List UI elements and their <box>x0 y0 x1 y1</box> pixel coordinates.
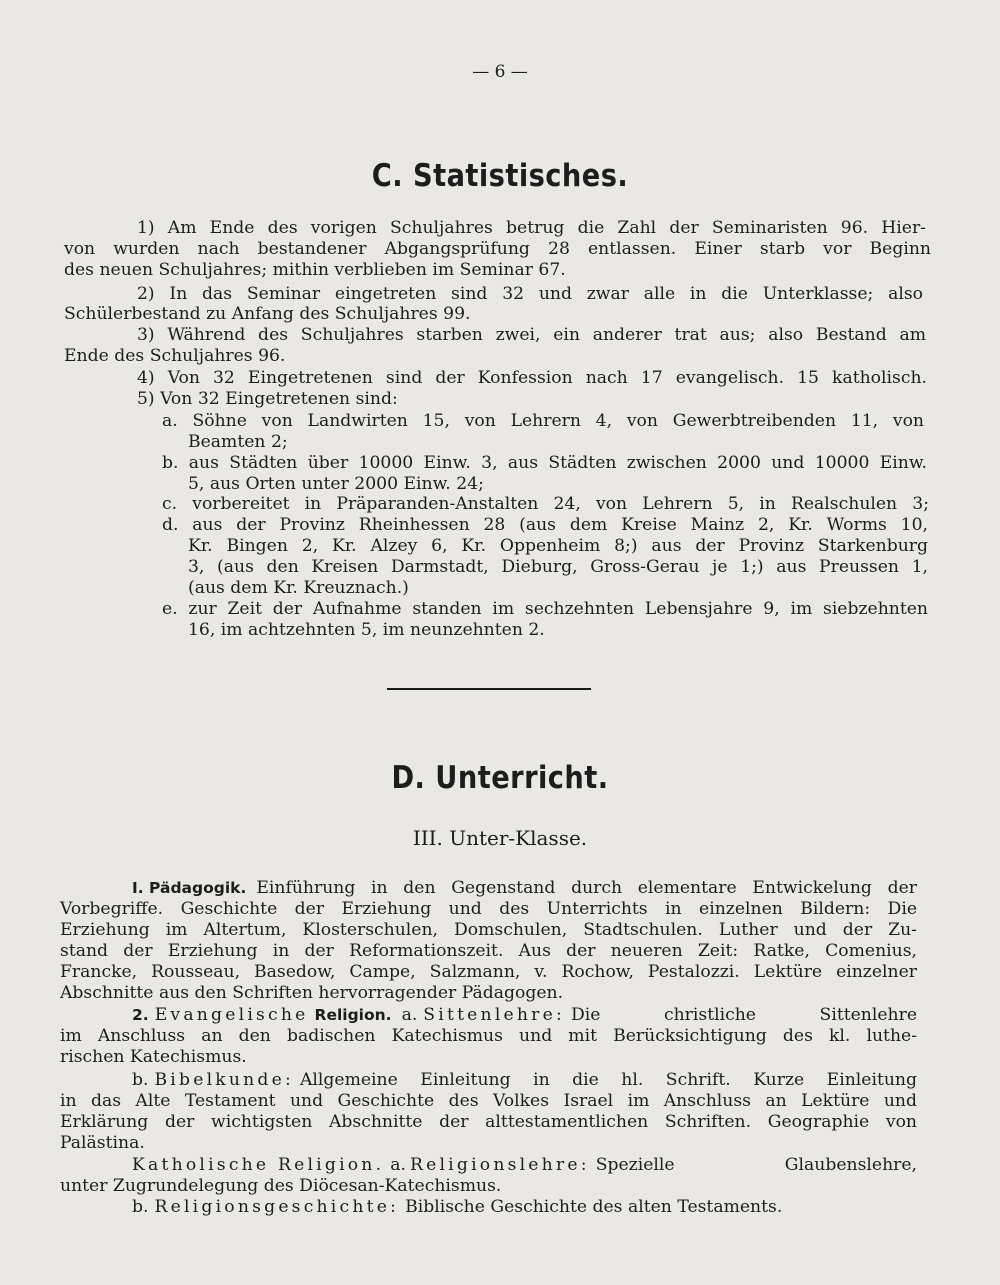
text-line: Erziehung im Altertum, Klosterschulen, Domschulen, Stadtschulen. Luther und der Zu- <box>60 920 917 940</box>
text-line: Erklärung der wichtigsten Abschnitte der alttestamentlichen Schriften. Geographie von <box>60 1112 917 1132</box>
text-line: 5) Von 32 Eingetretenen sind: <box>137 389 398 409</box>
subject-label: I. Pädagogik. <box>132 879 247 897</box>
text-line: Vorbegriffe. Geschichte der Erziehung und des Unterrichts in einzelnen Bildern: Die <box>60 899 917 919</box>
spaced-word: Religionsgeschichte: <box>154 1197 400 1217</box>
text-line <box>132 1155 917 1175</box>
spaced-word: Bibelkunde: <box>154 1070 294 1090</box>
text-line: 3, (aus den Kreisen Darmstadt, Dieburg, Gross-Gerau je 1;) aus Preussen 1, <box>188 557 928 577</box>
text-line <box>132 1070 917 1090</box>
text-line: Francke, Rousseau, Basedow, Campe, Salzmann, v. Rochow, Pestalozzi. Lektüre einzelner <box>60 962 917 982</box>
text-line: b. aus Städten über 10000 Einw. 3, aus Städten zwischen 2000 und 10000 Einw. <box>162 453 927 473</box>
class-subheading: III. Unter-Klasse. <box>412 826 588 850</box>
text-line: 1) Am Ende des vorigen Schuljahres betrug die Zahl der Seminaristen 96. Hier- <box>137 218 926 238</box>
subject-label: Religion. <box>314 1006 392 1024</box>
text-line: Ende des Schuljahres 96. <box>64 346 286 366</box>
spaced-word: Religionslehre: <box>409 1155 590 1175</box>
line-text: Spezielle Glaubenslehre, <box>595 1155 917 1175</box>
section-d-heading: D. Unterricht. <box>391 760 609 796</box>
text-line: 2) In das Seminar eingetreten sind 32 und zwar alle in die Unterklasse; also <box>137 284 923 304</box>
item-number: 2. <box>132 1006 149 1024</box>
spaced-word: Evangelische <box>154 1005 309 1025</box>
text-line: e. zur Zeit der Aufnahme standen im sechzehnten Lebensjahre 9, im siebzehnten <box>162 599 928 619</box>
line-text: Biblische Geschichte des alten Testaments. <box>405 1197 783 1217</box>
text-line <box>132 1005 917 1025</box>
spaced-word: Sittenlehre: <box>423 1005 565 1025</box>
section-c-heading: C. Statistisches. <box>371 158 629 194</box>
section-divider <box>387 688 591 690</box>
text-line <box>132 878 917 898</box>
item-marker: b. <box>132 1197 149 1217</box>
text-line: des neuen Schuljahres; mithin verblieben im Seminar 67. <box>64 260 566 280</box>
text-line: Palästina. <box>60 1133 145 1153</box>
text-line <box>132 1197 782 1217</box>
text-line: Kr. Bingen 2, Kr. Alzey 6, Kr. Oppenheim 8;) aus der Provinz Starkenburg <box>188 536 928 556</box>
line-text: Einführung in den Gegenstand durch elementare Entwickelung der <box>256 878 917 898</box>
text-line: stand der Erziehung in der Reformationszeit. Aus der neueren Zeit: Ratke, Comenius, <box>60 941 917 961</box>
text-line: Schülerbestand zu Anfang des Schuljahres 99. <box>64 304 471 324</box>
text-line: Beamten 2; <box>188 432 288 452</box>
text-line: unter Zugrundelegung des Diöcesan-Katechismus. <box>60 1176 502 1196</box>
text-line: c. vorbereitet in Präparanden-Anstalten 24, von Lehrern 5, in Realschulen 3; <box>162 494 929 514</box>
text-line: Abschnitte aus den Schriften hervorragender Pädagogen. <box>60 983 564 1003</box>
text-line: rischen Katechismus. <box>60 1047 247 1067</box>
line-text: Die christliche Sittenlehre <box>570 1005 917 1025</box>
item-marker: a. <box>390 1155 406 1175</box>
text-line: im Anschluss an den badischen Katechismus und mit Berücksichtigung des kl. luthe- <box>60 1026 917 1046</box>
text-line: d. aus der Provinz Rheinhessen 28 (aus dem Kreise Mainz 2, Kr. Worms 10, <box>162 515 928 535</box>
line-text: Allgemeine Einleitung in die hl. Schrift. Kurze Einleitung <box>300 1070 917 1090</box>
text-line: 16, im achtzehnten 5, im neunzehnten 2. <box>188 620 545 640</box>
text-line: 4) Von 32 Eingetretenen sind der Konfession nach 17 evangelisch. 15 katholisch. <box>137 368 927 388</box>
text-line: a. Söhne von Landwirten 15, von Lehrern 4, von Gewerbtreibenden 11, von <box>162 411 924 431</box>
page-number: — 6 — <box>472 62 528 82</box>
text-line: von wurden nach bestandener Abgangsprüfung 28 entlassen. Einer starb vor Beginn <box>64 239 931 259</box>
item-marker: a. <box>401 1005 418 1025</box>
text-line: in das Alte Testament und Geschichte des Volkes Israel im Anschluss an Lektüre und <box>60 1091 917 1111</box>
text-line: 5, aus Orten unter 2000 Einw. 24; <box>188 474 484 494</box>
text-line: (aus dem Kr. Kreuznach.) <box>188 578 409 598</box>
spaced-word: Katholische Religion. <box>132 1155 385 1175</box>
item-marker: b. <box>132 1070 149 1090</box>
text-line: 3) Während des Schuljahres starben zwei, ein anderer trat aus; also Bestand am <box>137 325 926 345</box>
